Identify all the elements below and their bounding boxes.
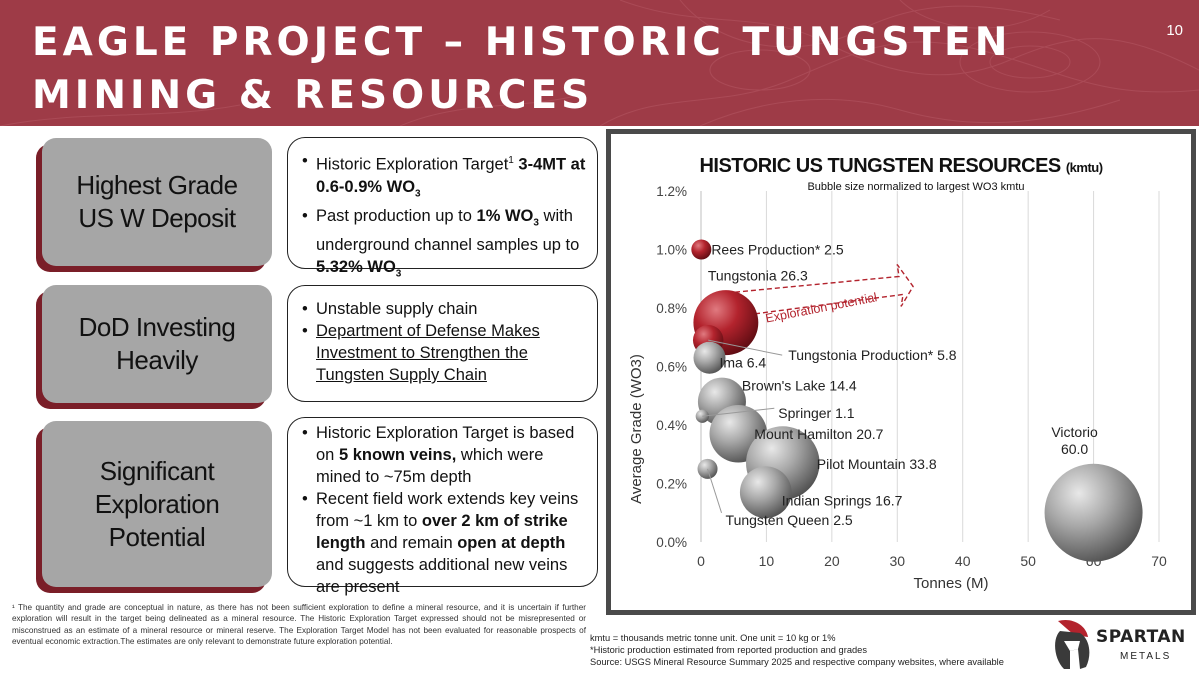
note-line: *Historic production estimated from reported production and grades (590, 645, 867, 655)
bullet-item (302, 150, 587, 205)
bullet-run: and remain (365, 534, 458, 552)
bullet-run: Unstable supply chain (316, 300, 478, 318)
chart-title-unit: (kmtu) (1065, 160, 1103, 175)
y-tick-label: 0.0% (656, 535, 687, 550)
feature-label-line: Highest Grade (76, 170, 238, 200)
page-title (32, 16, 1011, 122)
bullet-run: Past production up to (316, 206, 477, 225)
x-tick-label: 50 (1020, 553, 1036, 569)
bullet-run: open at depth (457, 534, 566, 552)
bubble-point (691, 239, 711, 259)
bullet-run: 3 (395, 268, 402, 280)
note-line: Source: USGS Mineral Resource Summary 2025 and respective company websites, where available (590, 657, 1004, 667)
title-line-2: MINING & RESOURCES (32, 73, 594, 118)
bubble-label: Indian Springs 16.7 (781, 492, 903, 509)
bullet-run: 5.32% WO (316, 258, 396, 277)
bullet-run: 3 (415, 187, 421, 199)
x-tick-label: 40 (954, 553, 971, 569)
chart-subtitle: Bubble size normalized to largest WO3 kmtu (807, 181, 1025, 193)
bubble-point (698, 459, 718, 479)
bubble-label: Pilot Mountain 33.8 (816, 456, 937, 473)
bullet-run: Historic Exploration Target (316, 155, 509, 174)
chart-panel (606, 129, 1196, 615)
bullet-run: Recent field work extends key veins from ~1 km to (316, 490, 579, 530)
logo-brand: SPARTAN (1096, 627, 1186, 647)
y-tick-label: 1.0% (656, 242, 687, 258)
bubble-label: Tungsten Queen 2.5 (725, 511, 853, 528)
y-tick-label: 1.2% (656, 184, 687, 199)
bubble-chart (611, 134, 1191, 610)
x-tick-label: 0 (697, 553, 705, 569)
x-tick-label: 20 (824, 553, 840, 569)
feature-label-line: US W Deposit (78, 203, 236, 233)
feature-label-line: Potential (108, 521, 206, 552)
spartan-helmet-icon (1050, 619, 1094, 671)
feature-desc-highest-grade (287, 137, 598, 280)
bullet-run: 5 known veins, (338, 446, 457, 464)
x-axis-label: Tonnes (M) (913, 575, 989, 592)
feature-box-dod-investing (42, 285, 272, 403)
bullet-run: Historic Exploration Target is based on (316, 424, 575, 464)
chart-title (699, 155, 1102, 177)
x-tick-label: 30 (889, 553, 906, 569)
y-tick-label: 0.6% (656, 359, 687, 375)
feature-label-line: Exploration (94, 488, 220, 519)
bullet-run: 1% WO (476, 206, 534, 225)
bubble-label: Springer 1.1 (778, 405, 855, 422)
feature-label-line: DoD Investing (78, 312, 236, 342)
bubble-label: Brown's Lake 14.4 (741, 377, 857, 394)
bullet-run: which were mined to ~75m depth (316, 446, 544, 486)
bullet-item (302, 298, 587, 320)
bubble-point (1045, 464, 1143, 562)
bullet-run: Department of Defense Makes Investment to Strengthen the Tungsten Supply Chain (316, 322, 540, 384)
spartan-metals-logo (1050, 615, 1190, 673)
bubble-label: Tungstonia Production* 5.8 (788, 347, 957, 364)
bubble-label: Rees Production* 2.5 (711, 241, 844, 258)
bubble-label-value: 60.0 (1060, 440, 1089, 457)
y-axis-label: Average Grade (WO3) (628, 354, 645, 504)
bubble-label: Mount Hamilton 20.7 (754, 425, 884, 442)
chart-title-text: HISTORIC US TUNGSTEN RESOURCES (699, 155, 1061, 177)
bubble-label: Tungstonia 26.3 (707, 267, 808, 284)
y-tick-label: 0.8% (656, 301, 687, 316)
chart-notes (590, 632, 1004, 668)
bullet-run: 3-4MT at 0.6-0.9% WO (316, 155, 586, 196)
bullet-run: 3 (533, 217, 539, 229)
feature-desc-dod-investing (287, 285, 598, 402)
bullet-run: and suggests additional new veins are present (316, 556, 568, 596)
page-number: 10 (1166, 22, 1183, 39)
bullet-item (302, 422, 587, 488)
feature-desc-exploration-potential (287, 417, 598, 596)
footnote: ¹ The quantity and grade are conceptual in nature, as there has not been sufficient exploration to define a mineral resource, and it is uncertain if further exploration will result in the target being delineated as a mineral resource. The Historic Exploration Target expressed should not be misrepresented or misconstrued as an estimate of a mineral resource or mineral reserve. The Exploration Target Model has not been evaluated for reasonable prospects of eventual economic extraction.The estimates are only relevant to demonstrate future exploration potential. (12, 603, 586, 647)
feature-box-exploration-potential (42, 421, 272, 587)
note-line: kmtu = thousands metric tonne unit. One unit = 10 kg or 1% (590, 633, 836, 643)
header-banner (0, 0, 1199, 126)
y-tick-label: 0.4% (656, 418, 687, 433)
title-line-1: EAGLE PROJECT – HISTORIC TUNGSTEN (32, 20, 1012, 65)
bullet-run: 1 (508, 155, 514, 166)
bullet-run: over 2 km of strike length (316, 512, 568, 552)
bullet-item (302, 205, 587, 286)
exploration-label: Exploration potential (764, 290, 879, 326)
y-tick-label: 0.2% (656, 476, 687, 492)
bullet-item (302, 320, 587, 386)
feature-label-line: Heavily (116, 345, 198, 375)
logo-sub: METALS (1120, 651, 1172, 662)
bubble-label: Victorio (1051, 423, 1098, 440)
bubble-label: Ima 6.4 (719, 354, 767, 371)
bullet-item (302, 488, 587, 598)
x-tick-label: 70 (1151, 553, 1167, 569)
feature-box-highest-grade (42, 138, 272, 266)
x-tick-label: 10 (758, 553, 775, 569)
bullet-run: with underground channel samples up to (316, 206, 580, 255)
feature-label-line: Significant (99, 455, 215, 486)
